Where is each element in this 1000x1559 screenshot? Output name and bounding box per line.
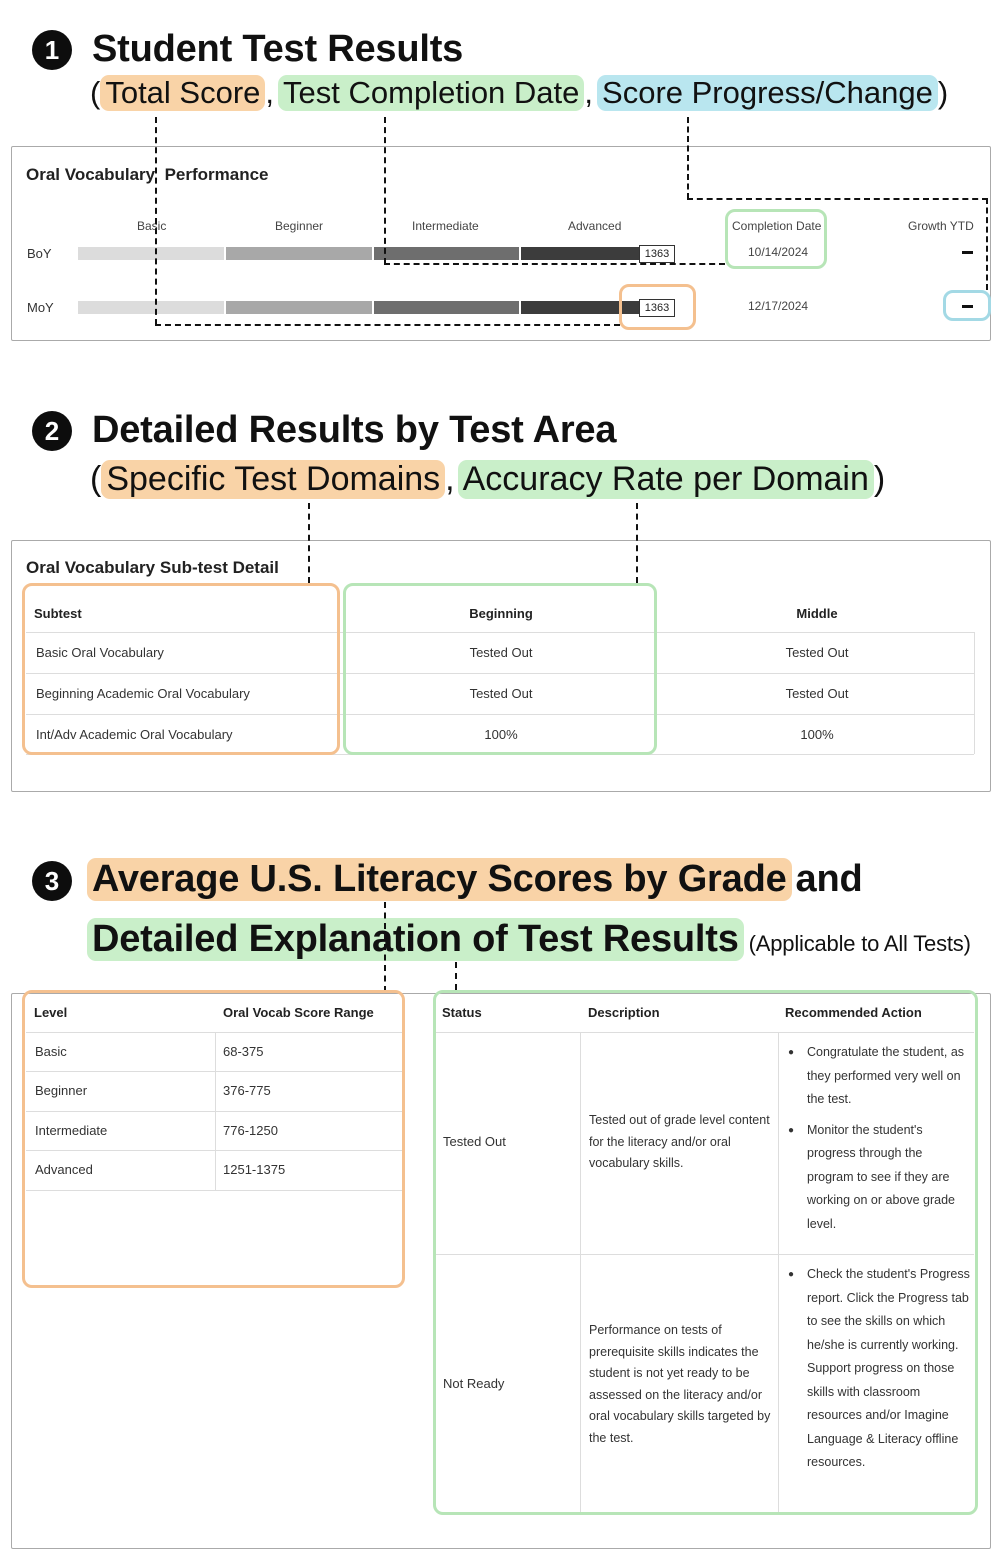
tag-total-score: Total Score (100, 75, 265, 111)
section-number-badge: 2 (32, 411, 72, 451)
paren-open: ( (90, 460, 102, 498)
connector-line (687, 198, 988, 200)
score-range: 776-1250 (223, 1123, 278, 1138)
action-item: ● Check the student's Progress report. Click the Progress tab to see the skills on which he/she is currently working. Support progress on those skills with classroom resources and/or Imagine Language & Literacy offline resources. (780, 1263, 970, 1475)
paren-close: ) (873, 460, 886, 498)
score-range: 68-375 (223, 1044, 264, 1059)
action-item: ● Congratulate the student, as they performed very well on the test. (780, 1041, 970, 1112)
middle-value: 100% (800, 727, 834, 742)
level-name: Beginner (35, 1083, 88, 1098)
status-header: Status (442, 1005, 482, 1020)
status-description: Performance on tests of prerequisite skills indicates the student is not yet ready to be assessed on the literacy and/or oral vocabulary skills targeted by the test. (589, 1323, 771, 1445)
comma: , (265, 75, 275, 110)
status-value: Not Ready (443, 1376, 505, 1391)
section-number-badge: 3 (32, 861, 72, 901)
level-label-intermediate: Intermediate (412, 219, 479, 233)
detailed-explanation-highlight (433, 990, 978, 1515)
level-label-advanced: Advanced (568, 219, 622, 233)
tag-score-progress: Score Progress/Change (597, 75, 938, 111)
bar-beginner (226, 247, 372, 260)
status-description: Tested out of grade level content for the literacy and/or oral vocabulary skills. (589, 1113, 770, 1170)
tag-accuracy-rate: Accuracy Rate per Domain (458, 460, 874, 499)
applicable-note: (Applicable to All Tests) (748, 930, 971, 956)
middle-value: Tested Out (785, 645, 849, 660)
score-range: 376-775 (223, 1083, 271, 1098)
comma: , (445, 460, 455, 498)
action-item: ● Monitor the student's progress through the program to see if they are working on or above grade level. (780, 1119, 970, 1237)
section-subtitle (90, 75, 948, 111)
section-title: Detailed Results by Test Area (92, 409, 617, 451)
bar-intermediate (374, 301, 519, 314)
score-box-boy: 1363 (639, 245, 675, 263)
subtest-header: Subtest (34, 606, 82, 621)
completion-date-moy: 12/17/2024 (748, 299, 809, 313)
connector-line (155, 324, 620, 326)
level-name: Basic (35, 1044, 67, 1059)
recommended-action-header: Recommended Action (785, 1005, 922, 1020)
level-label-beginner: Beginner (275, 219, 324, 233)
completion-date-header: Completion Date (732, 219, 822, 233)
title-literacy-scores: Average U.S. Literacy Scores by Grade (87, 858, 792, 901)
literacy-scores-highlight (22, 990, 405, 1288)
connector-line (308, 503, 310, 583)
connector-line (384, 902, 386, 992)
row-label-moy: MoY (27, 300, 54, 315)
connector-line (687, 117, 689, 199)
test-domains-highlight (22, 583, 340, 755)
description-header: Description (588, 1005, 660, 1020)
connector-line (384, 117, 386, 264)
growth-ytd-header: Growth YTD (908, 219, 974, 233)
bar-basic (78, 301, 224, 314)
score-range-header: Oral Vocab Score Range (223, 1005, 374, 1020)
connector-line (986, 198, 988, 290)
panel-title: Oral Vocabulary Performance (26, 165, 269, 184)
bar-intermediate (374, 247, 519, 260)
connector-line (384, 263, 725, 265)
section-title: Student Test Results (92, 28, 464, 70)
completion-date-highlight (725, 209, 827, 269)
title-detailed-explanation: Detailed Explanation of Test Results (87, 918, 744, 961)
beginning-value: Tested Out (469, 686, 533, 701)
section-title-b (87, 918, 971, 961)
score-box-moy: 1363 (639, 299, 675, 317)
connector-line (636, 503, 638, 583)
paren-close: ) (937, 75, 949, 110)
level-name: Advanced (35, 1162, 93, 1177)
paren-open: ( (90, 75, 101, 110)
growth-highlight (943, 290, 991, 321)
growth-dash-boy (962, 251, 973, 254)
beginning-header: Beginning (469, 606, 533, 621)
bar-advanced (521, 247, 641, 260)
tag-specific-domains: Specific Test Domains (101, 460, 445, 499)
middle-value: Tested Out (785, 686, 849, 701)
section-title-a (87, 858, 863, 901)
connector-line (155, 117, 157, 325)
bar-beginner (226, 301, 372, 314)
status-value: Tested Out (443, 1134, 506, 1149)
section-number-badge: 1 (32, 30, 72, 70)
completion-date-boy: 10/14/2024 (748, 245, 809, 259)
score-range: 1251-1375 (223, 1162, 286, 1177)
accuracy-rate-highlight (343, 583, 657, 755)
middle-header: Middle (796, 606, 838, 621)
subtest-name: Basic Oral Vocabulary (36, 645, 164, 660)
subtest-name: Beginning Academic Oral Vocabulary (36, 686, 250, 701)
section-subtitle (90, 460, 885, 499)
tag-completion-date: Test Completion Date (278, 75, 584, 111)
comma: , (584, 75, 594, 110)
level-name: Intermediate (35, 1123, 108, 1138)
beginning-value: 100% (484, 727, 518, 742)
row-label-boy: BoY (27, 246, 52, 261)
subtest-name: Int/Adv Academic Oral Vocabulary (36, 727, 233, 742)
and-text: and (795, 858, 863, 900)
panel-title: Oral Vocabulary Sub-test Detail (26, 558, 279, 577)
beginning-value: Tested Out (469, 645, 533, 660)
bar-basic (78, 247, 224, 260)
connector-line (455, 962, 457, 990)
col-divider (974, 632, 975, 754)
level-label-basic: Basic (137, 219, 167, 233)
level-header: Level (34, 1005, 68, 1020)
total-score-highlight (619, 284, 696, 330)
